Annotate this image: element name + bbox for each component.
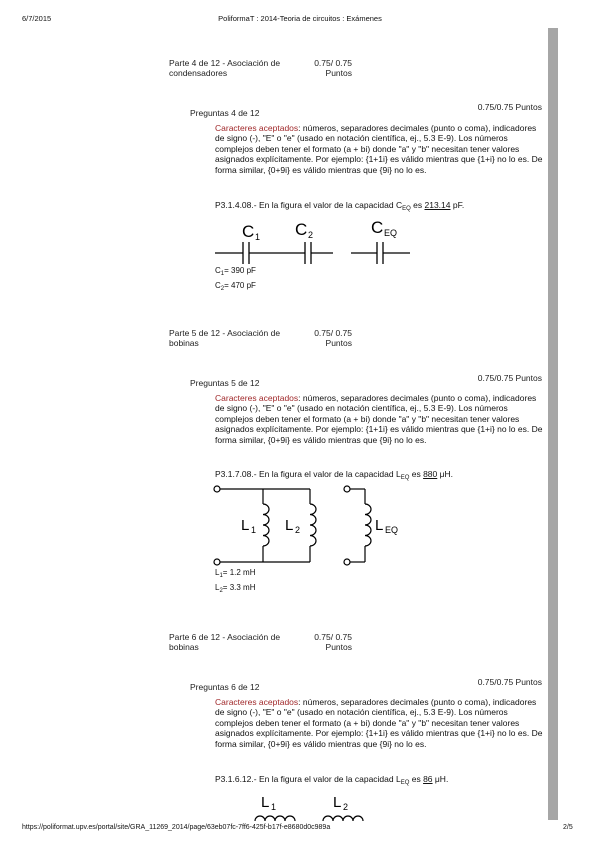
example-text: Por ejemplo: {1+1i} es válido mientras que {1+i} no lo es. De forma similar, {0+9i} es válido mientras que {9i} no lo es. [215,424,543,445]
c1-value: $C_1= 390$ pF [215,266,256,277]
c2-subscript: 2 [308,230,314,240]
part-header: Parte 6 de 12 - Asociación de bobinas [169,632,281,652]
l2-subscript: 2 [343,802,349,812]
complex-format-text: Los números complejos deben tener el formato (a + bi) donde "a" y "b" necesitan tener valores asignados explícitamente. [215,707,520,739]
question-prompt: P3.1.4.08.- En la figura el valor de la capacidad $C_{EQ}$ es 213.14 pF. [215,200,465,212]
answer-value[interactable]: 86 [423,774,433,784]
accepted-label: Caracteres aceptados [215,393,299,403]
l2-label: L [333,794,342,811]
question-label: Preguntas 4 de 12 [190,108,260,118]
footer-page: 2/5 [563,824,573,831]
example-text: Por ejemplo: {1+1i} es válido mientras que {1+i} no lo es. De forma similar, {0+9i} es válido mientras que {9i} no lo es. [215,154,543,175]
accepted-label: Caracteres aceptados [215,123,299,133]
instructions [215,393,545,445]
inductor-series-figure [205,788,425,822]
component-values [215,567,255,597]
l2-label: L [285,517,294,534]
instructions [215,123,545,175]
c2-label: C [295,220,308,239]
question-points: 0.75/0.75 Puntos [477,677,542,687]
l2-subscript: 2 [295,525,301,535]
l1-label: L [261,794,270,811]
part-points: 0.75/ 0.75 Puntos [314,58,352,78]
accepted-text: : números, separadores decimales (punto o coma), indicadores de signo (-), "E" o "e" (usado en notación científica, ej., 5.3 E-9). [215,393,537,414]
l1-subscript: 1 [251,525,257,535]
question-prompt: P3.1.6.12.- En la figura el valor de la capacidad $L_{EQ}$ es 86 μH. [215,774,449,786]
leq-subscript: EQ [385,525,399,535]
component-values [215,265,256,295]
leq-label: L [375,517,384,534]
complex-format-text: Los números complejos deben tener el formato (a + bi) donde "a" y "b" necesitan tener valores asignados explícitamente. [215,133,520,165]
l1-subscript: 1 [271,802,277,812]
part-header: Parte 4 de 12 - Asociación de condensadores [169,58,281,78]
print-title: PoliformaT : 2014-Teoria de circuitos : Exámenes [218,14,382,23]
footer-url: https://poliformat.upv.es/portal/site/GRA_11269_2014/page/63eb07fc-7ff6-425f-b17f-e8680d0c989a [22,824,331,831]
accepted-text: : números, separadores decimales (punto o coma), indicadores de signo (-), "E" o "e" (usado en notación científica, ej., 5.3 E-9). [215,697,537,718]
part-points: 0.75/ 0.75 Puntos [314,632,352,652]
c1-subscript: 1 [255,232,261,242]
print-date: 6/7/2015 [22,14,52,23]
l1-value: $L_1= 1.2$ mH [215,568,256,579]
complex-format-text: Los números complejos deben tener el formato (a + bi) donde "a" y "b" necesitan tener valores asignados explícitamente. [215,403,520,435]
c1-label: C [242,222,255,241]
l2-value: $L_2= 3.3$ mH [215,583,256,594]
accepted-text: : números, separadores decimales (punto o coma), indicadores de signo (-), "E" o "e" (usado en notación científica, ej., 5.3 E-9). [215,123,537,144]
instructions [215,697,545,749]
accepted-label: Caracteres aceptados [215,697,299,707]
example-text: Por ejemplo: {1+1i} es válido mientras que {1+i} no lo es. De forma similar, {0+9i} es válido mientras que {9i} no lo es. [215,728,543,749]
l1-label: L [241,517,250,534]
scrollbar[interactable] [548,28,558,820]
question-points: 0.75/0.75 Puntos [477,373,542,383]
answer-value[interactable]: 880 [423,469,438,479]
part-header: Parte 5 de 12 - Asociación de bobinas [169,328,281,348]
question-label: Preguntas 6 de 12 [190,682,260,692]
ceq-label: C [371,218,384,237]
answer-value[interactable]: 213.14 [424,200,451,210]
c2-value: $C_2= 470$ pF [215,281,256,292]
question-label: Preguntas 5 de 12 [190,378,260,388]
question-points: 0.75/0.75 Puntos [477,102,542,112]
question-prompt: P3.1.7.08.- En la figura el valor de la capacidad $L_{EQ}$ es 880 μH. [215,469,454,481]
part-points: 0.75/ 0.75 Puntos [314,328,352,348]
ceq-subscript: EQ [384,228,398,238]
inductor-circuit-figure [205,480,425,570]
